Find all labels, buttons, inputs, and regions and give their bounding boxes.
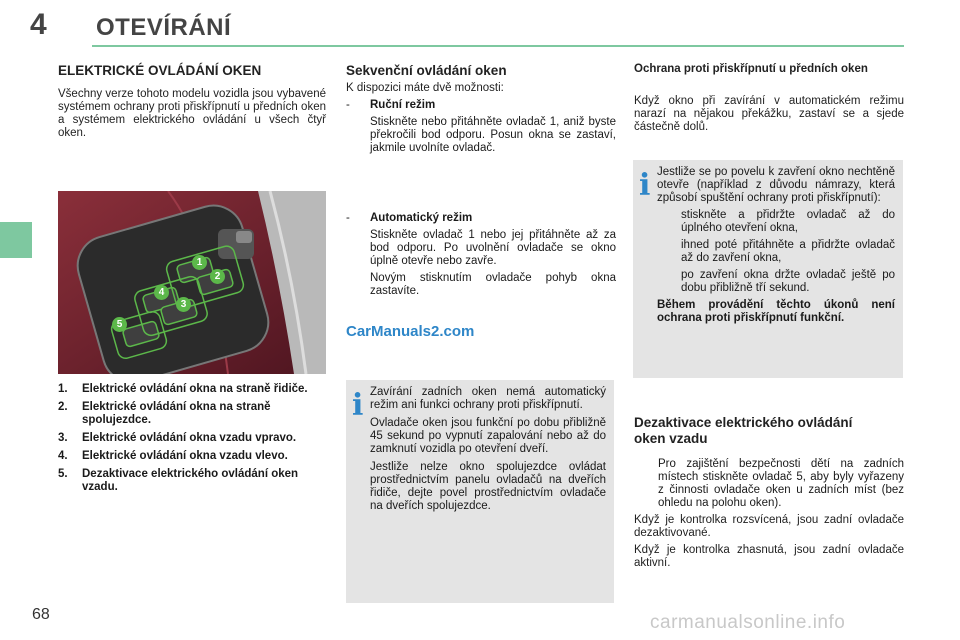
- page-number: 68: [32, 606, 50, 623]
- info-bullet: stiskněte a přidržte ovladač až do úplného otevření okna,: [657, 209, 895, 235]
- info-warning: Během provádění těchto úkonů není ochrana proti přiskřípnutí funkční.: [657, 299, 895, 324]
- deactivation-lamp-off: Když je kontrolka zhasnutá, jsou zadní ovladače aktivní.: [634, 544, 904, 569]
- watermark-carmanuals: CarManuals2.com: [346, 323, 475, 340]
- manual-mode-label: - Ruční režim: [346, 99, 436, 111]
- watermark-bottom: carmanualsonline.info: [650, 612, 846, 633]
- caption-item: 5. Dezaktivace elektrického ovládání oken vzadu.: [58, 468, 299, 493]
- caption-item: 1. Elektrické ovládání okna na straně řidiče.: [58, 383, 308, 395]
- deactivation-body: [634, 458, 904, 570]
- photo-label-1: 1: [192, 255, 207, 270]
- info-box-pinch: [633, 160, 903, 378]
- options-intro: K dispozici máte dvě možnosti:: [346, 82, 504, 94]
- deactivation-bullet: Pro zajištění bezpečnosti dětí na zadních místech stiskněte ovladač 5, aby byly vyřazeny z činnosti ovladače oken u zadních míst (bez ohledu na polohu oken).: [634, 458, 904, 510]
- caption-list: [58, 383, 328, 499]
- bullet-arrow-icon: [346, 229, 370, 268]
- photo-label-5: 5: [112, 317, 127, 332]
- info-box-rear-windows: [346, 380, 614, 603]
- bullet-arrow-icon: [634, 458, 658, 510]
- bullet-arrow-icon: [657, 269, 681, 295]
- manual-mode-bullet: Stiskněte nebo přitáhněte ovladač 1, aniž byste překročili bod odporu. Posun okna se zastaví, jakmile uvolníte ovladač.: [346, 116, 616, 155]
- info-bullet: ihned poté přitáhněte a přidržte ovladač až do zavření okna,: [657, 239, 895, 265]
- bullet-arrow-icon: [657, 209, 681, 235]
- auto-mode-bullet: Novým stisknutím ovladače pohyb okna zastavíte.: [346, 272, 616, 298]
- auto-mode-bullet: Stiskněte ovladač 1 nebo jej přitáhněte až za bod odporu. Po uvolnění ovladače se okno úplně otevře nebo zavře.: [346, 229, 616, 268]
- caption-item: 2. Elektrické ovládání okna na straně spolujezdce.: [58, 401, 271, 426]
- door-switch-photo: [58, 191, 326, 374]
- sequential-body: [346, 82, 616, 159]
- caption-item: 3. Elektrické ovládání okna vzadu vpravo.: [58, 432, 297, 444]
- info-icon: i: [352, 388, 364, 423]
- intro-paragraph: Všechny verze tohoto modelu vozidla jsou vybavené systémem ochrany proti přiskřípnutí u předních oken a systémem elektrického ovládání u všech čtyř oken.: [58, 88, 326, 139]
- section-title: ELEKTRICKÉ OVLÁDÁNÍ OKEN: [58, 63, 262, 78]
- photo-label-3: 3: [176, 297, 191, 312]
- bullet-arrow-icon: [346, 272, 370, 298]
- info-icon: i: [639, 168, 651, 203]
- chapter-number: 4: [30, 8, 47, 41]
- info-box-text: Zavírání zadních oken nemá automatický režim ani funkci ochrany proti přiskřípnutí. Ovladače oken jsou funkční po dobu přibližně 45 sekund po vypnutí zapalování nebo až do zamknutí vozidla po otevření dveří. Jestliže nelze okno spolujezdce ovládat prostřednictvím panelu ovladačů na dveřích řidiče, dejte povel prostřednictvím ovladače na dveřích spolujezdce.: [370, 386, 606, 512]
- deactivation-title: Dezaktivace elektrického ovládání oken vzadu: [634, 415, 853, 446]
- photo-label-4: 4: [154, 285, 169, 300]
- photo-label-2: 2: [210, 269, 225, 284]
- auto-mode-label: - Automatický režim: [346, 212, 473, 224]
- info-box-text: Jestliže se po povelu k zavření okno nechtěně otevře (například z důvodu námrazy, která způsobí spuštění ochrany proti přiskřípnutí): stiskněte a přidržte ovladač až do úplného otevření okna, ihned poté přitáhněte a přidržte ovladač až do zavření okna, po zavření okna držte ovladač ještě po dobu přibližně tří sekund. Během provádění těchto úkonů není ochrana proti přiskřípnutí funkční.: [657, 166, 895, 324]
- caption-item: 4. Elektrické ovládání okna vzadu vlevo.: [58, 450, 288, 462]
- info-bullet: po zavření okna držte ovladač ještě po dobu přibližně tří sekund.: [657, 269, 895, 295]
- header-rule: [92, 45, 904, 47]
- bullet-arrow-icon: [346, 116, 370, 155]
- deactivation-lamp-on: Když je kontrolka rozsvícená, jsou zadní ovladače dezaktivované.: [634, 514, 904, 539]
- door-panel-illustration: [58, 191, 326, 374]
- pinch-protection-title: Ochrana proti přiskřípnutí u předních oken: [634, 63, 868, 75]
- auto-mode-body: [346, 212, 616, 302]
- bullet-arrow-icon: [657, 239, 681, 265]
- chapter-title: OTEVÍRÁNÍ: [96, 14, 232, 41]
- sequential-title: Sekvenční ovládání oken: [346, 63, 507, 78]
- chapter-side-tab: [0, 222, 32, 258]
- pinch-protection-text: Když okno při zavírání v automatickém režimu narazí na nějakou překážku, zastaví se a sjede částečně dolů.: [634, 95, 904, 133]
